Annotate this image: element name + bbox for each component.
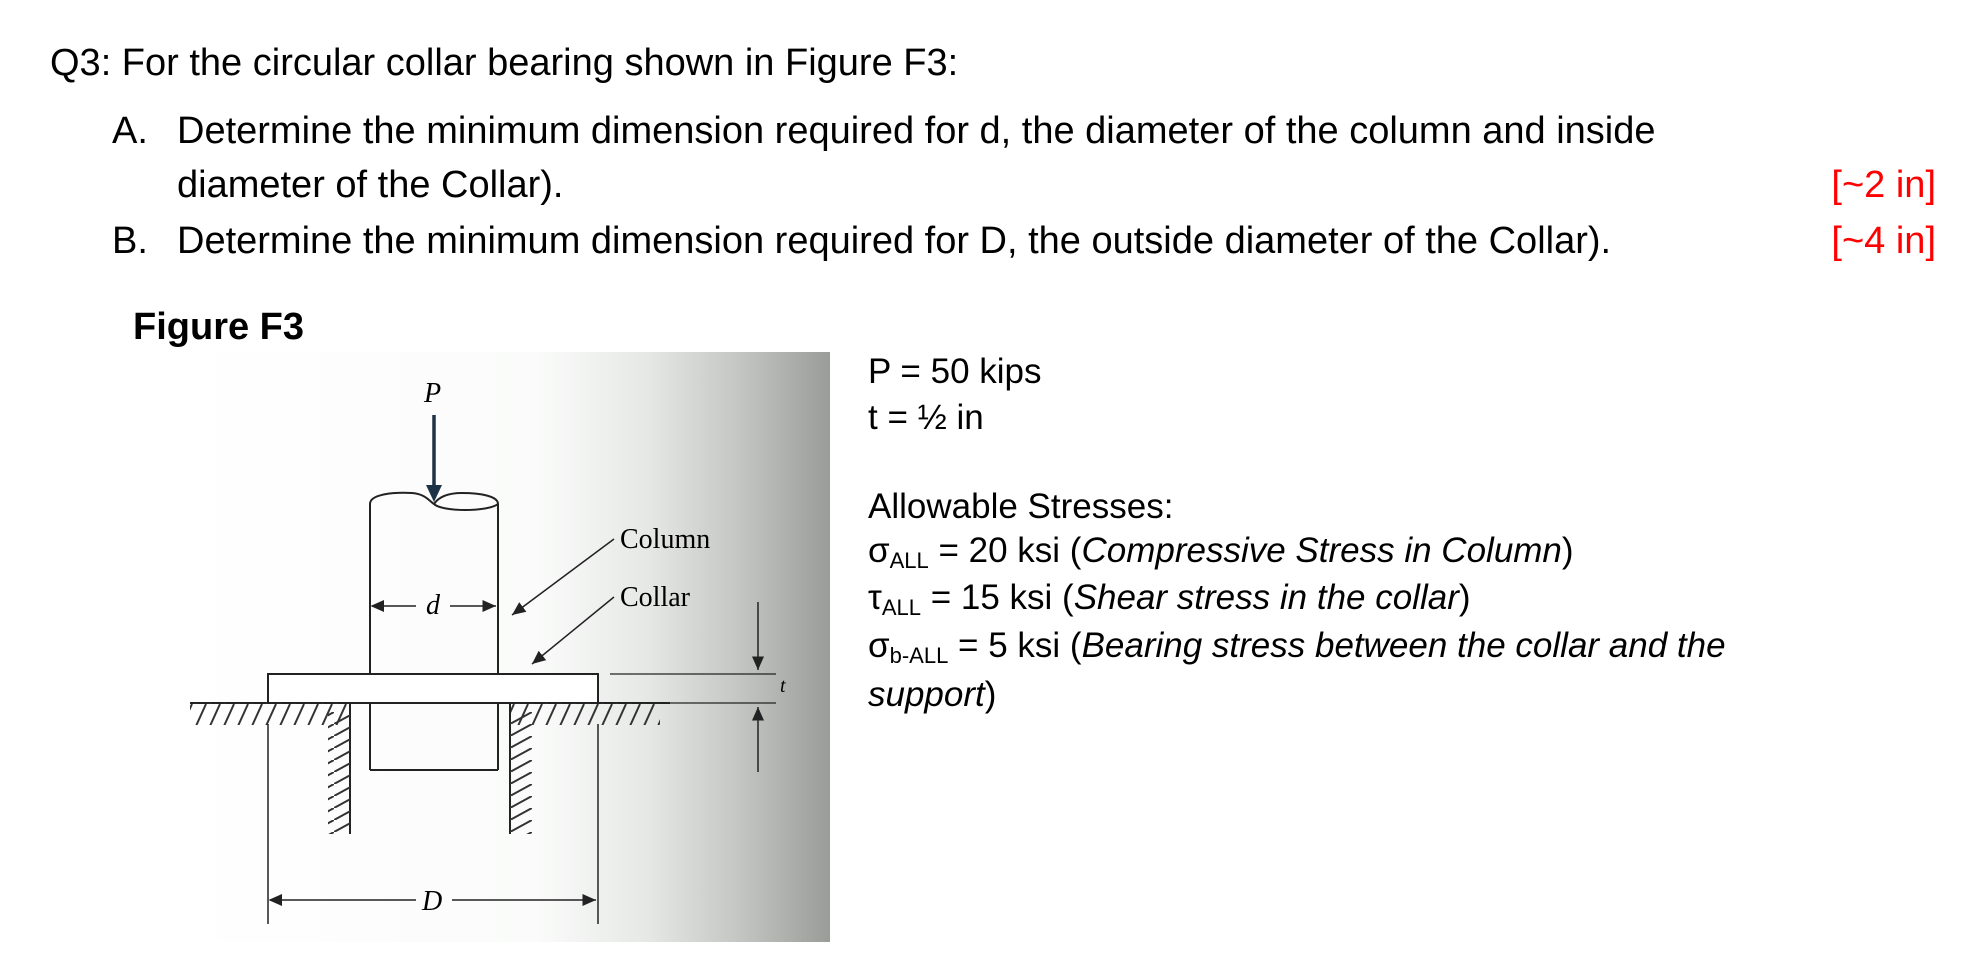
question-header: Q3: For the circular collar bearing shown in Figure F3:: [50, 42, 959, 84]
collar-plate: [268, 674, 598, 703]
part-a-letter: A.: [112, 110, 148, 152]
stress-value: = 20 ksi (: [928, 531, 1082, 570]
part-b-line1: Determine the minimum dimension required for D, the outside diameter of the Collar).: [177, 220, 1612, 262]
D-label: D: [422, 886, 443, 917]
stress-bearing-continuation: [868, 675, 996, 715]
stress-continuation: support: [868, 675, 985, 714]
wall-hatch-right: [510, 712, 532, 834]
support-hatch-left: [190, 703, 350, 725]
given-thickness: t = ½ in: [868, 398, 984, 437]
stress-description: Bearing stress between the collar and the: [1081, 626, 1726, 665]
stress-symbol: σ: [868, 531, 890, 570]
t-label: t: [780, 675, 786, 697]
scan-background: [180, 352, 830, 942]
given-load: P = 50 kips: [868, 352, 1042, 391]
collar-label: Collar: [620, 582, 690, 613]
stress-symbol: τ: [868, 578, 882, 617]
part-a-line1: Determine the minimum dimension required for d, the diameter of the column and inside: [177, 110, 1656, 152]
stress-close: ): [984, 675, 997, 714]
stress-subscript: b-ALL: [889, 643, 949, 668]
stress-close: ): [1458, 578, 1471, 617]
allowable-heading: Allowable Stresses:: [868, 487, 1174, 526]
part-a-answer: [~2 in]: [1831, 164, 1936, 206]
stress-description: Shear stress in the collar: [1073, 578, 1459, 617]
load-label: P: [424, 378, 442, 409]
stress-symbol: σ: [868, 626, 890, 665]
part-a-line2: diameter of the Collar).: [177, 164, 564, 206]
column-label: Column: [620, 524, 711, 555]
d-label: d: [426, 590, 440, 621]
collar-bearing-diagram: [180, 352, 830, 942]
stress-value: = 15 ksi (: [920, 578, 1074, 617]
stress-shear: [868, 578, 1471, 618]
stress-bearing: [868, 626, 1726, 666]
stress-subscript: ALL: [881, 595, 921, 620]
figure-title: Figure F3: [133, 306, 305, 348]
stress-value: = 5 ksi (: [948, 626, 1082, 665]
wall-hatch-left: [328, 712, 350, 834]
part-b-answer: [~4 in]: [1831, 220, 1936, 262]
support-hatch-right: [510, 703, 660, 725]
part-b-letter: B.: [112, 220, 148, 262]
stress-description: Compressive Stress in Column: [1081, 531, 1562, 570]
stress-close: ): [1561, 531, 1574, 570]
stress-compressive: [868, 531, 1574, 571]
stress-subscript: ALL: [889, 548, 929, 573]
